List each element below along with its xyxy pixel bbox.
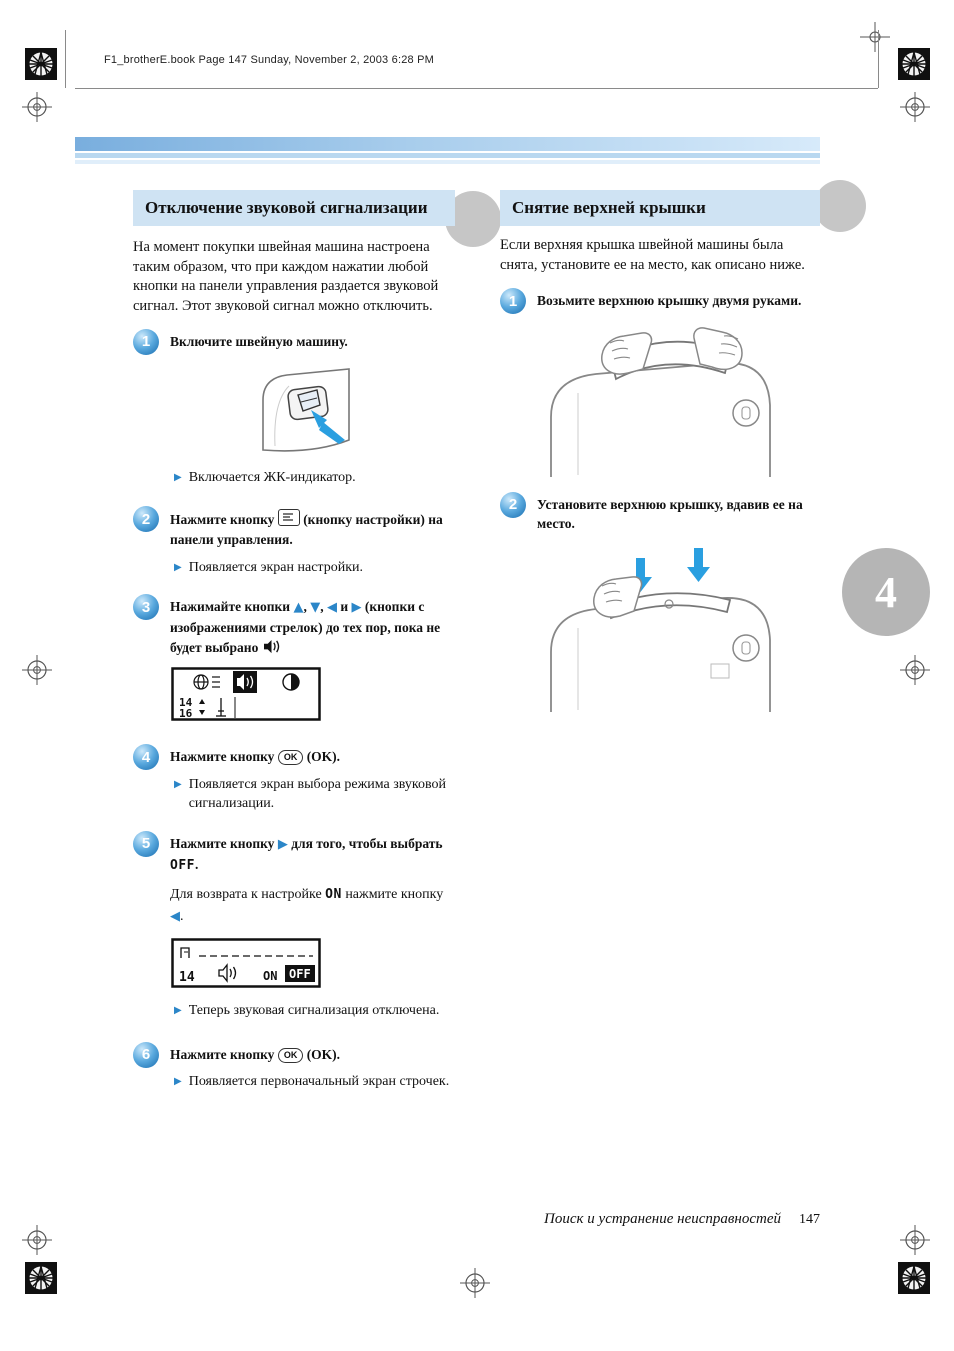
- section-title-wrap: [500, 190, 820, 226]
- section-intro: Если верхняя крышка швейной машины была снята, установите ее на место, как описано ниже.: [500, 237, 805, 273]
- instruction-text: ,: [320, 599, 324, 615]
- instruction-text: (OK).: [306, 749, 341, 765]
- instruction-text: ,: [303, 599, 307, 615]
- arrow-right-key-icon: ▶: [277, 836, 288, 852]
- print-header-text: F1_brotherE.book Page 147 Sunday, November 2, 2003 6:28 PM: [104, 54, 434, 66]
- step-instruction: [170, 509, 455, 549]
- step-instruction: [170, 1045, 455, 1065]
- step-instruction: [170, 597, 455, 657]
- reg-mark-cross-top-right: [860, 22, 890, 52]
- step-result: [174, 1073, 455, 1092]
- arrow-right-key-icon: ▶: [351, 600, 362, 616]
- lcd-off-label: OFF: [289, 966, 311, 981]
- lcd-buzzer-screen-illustration: [171, 938, 321, 988]
- press-cover-illustration: [516, 544, 801, 716]
- step-4: [133, 747, 455, 767]
- lcd-settings-screen-illustration: [171, 667, 321, 721]
- reg-mark-target-top-left: [22, 92, 52, 122]
- trim-line-vertical-right: [878, 30, 879, 88]
- footer-section-title: Поиск и устранение неисправностей: [544, 1211, 781, 1227]
- header-rule: [75, 88, 878, 89]
- note-text: нажмите кнопку: [345, 887, 444, 903]
- instruction-text: Нажмите кнопку: [170, 749, 275, 765]
- lcd-off-value: OFF: [170, 857, 195, 873]
- note-text: .: [180, 909, 184, 925]
- instruction-text: Нажимайте кнопки: [170, 599, 291, 615]
- step-number-badge: 3: [133, 594, 159, 620]
- step-5: [133, 834, 455, 928]
- step-1: [500, 291, 820, 311]
- step-number-badge: 6: [133, 1042, 159, 1068]
- header-band-tertiary: [75, 160, 820, 164]
- result-arrow-icon: ▶: [174, 1004, 182, 1016]
- step-3: [133, 597, 455, 657]
- lcd-lower-value: 16: [179, 707, 193, 721]
- step-note: [170, 884, 455, 927]
- step-instruction: Возьмите верхнюю крышку двумя руками.: [537, 293, 802, 309]
- reg-mark-target-mid-left: [22, 655, 52, 685]
- chapter-number: 4: [875, 567, 897, 617]
- instruction-text: Нажмите кнопку: [170, 512, 275, 528]
- lcd-on-value: ON: [325, 887, 342, 903]
- step-instruction: Включите швейную машину.: [170, 333, 348, 349]
- step-result: [174, 469, 455, 488]
- section-title: Снятие верхней крышки: [500, 190, 820, 226]
- page-footer: [420, 1210, 820, 1228]
- instruction-text: .: [194, 856, 199, 872]
- left-hand-icon: [602, 333, 652, 374]
- result-arrow-icon: ▶: [174, 1076, 182, 1088]
- step-number-badge: 2: [133, 506, 159, 532]
- speaker-icon: [262, 639, 281, 654]
- reg-mark-starburst-top-left: [25, 48, 57, 80]
- note-text: Для возврата к настройке: [170, 887, 322, 903]
- step-number-badge: 2: [500, 492, 526, 518]
- step-number-badge: 4: [133, 744, 159, 770]
- section-title-wrap: [133, 190, 455, 226]
- header-band-secondary: [75, 153, 820, 158]
- reg-mark-target-mid-right: [900, 655, 930, 685]
- step-1: [133, 332, 455, 352]
- step-instruction: Установите верхнюю крышку, вдавив ее на место.: [537, 496, 803, 532]
- result-text: Теперь звуковая сигнализация отключена.: [188, 1002, 440, 1018]
- title-decoration-circle: [814, 180, 866, 232]
- result-arrow-icon: ▶: [174, 778, 182, 790]
- lcd-upper-value: 14: [179, 696, 193, 710]
- settings-key-icon: [278, 509, 300, 526]
- right-hand-icon: [694, 328, 742, 369]
- section-top-cover: [500, 190, 820, 718]
- footer-page-number: 147: [799, 1212, 820, 1227]
- instruction-text: (OK).: [306, 1046, 341, 1062]
- step-instruction: [170, 747, 455, 767]
- instruction-text: и: [340, 599, 349, 615]
- reg-mark-target-bottom-center: [460, 1268, 490, 1298]
- arrow-down-key-icon: ▼: [310, 600, 321, 616]
- step-instruction: [170, 834, 455, 876]
- step-2: [133, 509, 455, 549]
- reg-mark-starburst-bottom-left: [25, 1262, 57, 1294]
- reg-mark-target-top-right: [900, 92, 930, 122]
- ok-key-icon: OK: [278, 750, 304, 765]
- power-switch-illustration: [253, 362, 353, 460]
- arrow-left-key-icon: ◀: [326, 600, 337, 616]
- instruction-text: (кнопку настройки) на панели управления.: [170, 512, 443, 547]
- section-title: Отключение звуковой сигнализации: [133, 190, 455, 226]
- result-text: Включается ЖК-индикатор.: [188, 469, 356, 485]
- section-intro: На момент покупки швейная машина настроена таким образом, что при каждом нажатии любой кнопки на панели управления раздается звуковой сигнал. Этот звуковой сигнал можно отключить.: [133, 239, 439, 314]
- instruction-text: (кнопки с изображениями стрелок) до тех пор, пока не будет выбрано: [170, 599, 441, 655]
- step-2: [500, 495, 820, 534]
- instruction-text: Нажмите кнопку: [170, 835, 275, 851]
- left-hand-icon: [594, 577, 642, 617]
- step-result: [174, 1002, 455, 1021]
- header-band-primary: [75, 137, 820, 151]
- result-text: Появляется первоначальный экран строчек.: [188, 1074, 450, 1090]
- result-text: Появляется экран выбора режима звуковой сигнализации.: [188, 776, 446, 811]
- step-result: [174, 559, 455, 578]
- section-sound-signal: [133, 190, 455, 1092]
- chapter-tab: [842, 548, 930, 636]
- step-result: [174, 776, 455, 814]
- hold-cover-illustration: [516, 321, 801, 481]
- trim-line-vertical-left: [65, 30, 66, 88]
- reg-mark-target-bottom-left: [22, 1225, 52, 1255]
- result-arrow-icon: ▶: [174, 471, 182, 483]
- instruction-text: Нажмите кнопку: [170, 1046, 275, 1062]
- reg-mark-starburst-bottom-right: [898, 1262, 930, 1294]
- step-number-badge: 1: [133, 329, 159, 355]
- step-number-badge: 5: [133, 831, 159, 857]
- lcd-on-label: ON: [263, 968, 278, 983]
- ok-key-icon: OK: [278, 1048, 304, 1063]
- lcd-stitch-value: 14: [179, 969, 195, 985]
- instruction-text: для того, чтобы выбрать: [291, 835, 443, 851]
- reg-mark-target-bottom-right: [900, 1225, 930, 1255]
- arrow-up-key-icon: ▲: [293, 600, 304, 616]
- step-6: [133, 1045, 455, 1065]
- arrow-left-key-icon: ◀: [170, 909, 180, 925]
- speaker-selected-icon: [233, 671, 257, 693]
- step-number-badge: 1: [500, 288, 526, 314]
- result-text: Появляется экран настройки.: [188, 559, 364, 575]
- reg-mark-starburst-top-right: [898, 48, 930, 80]
- result-arrow-icon: ▶: [174, 561, 182, 573]
